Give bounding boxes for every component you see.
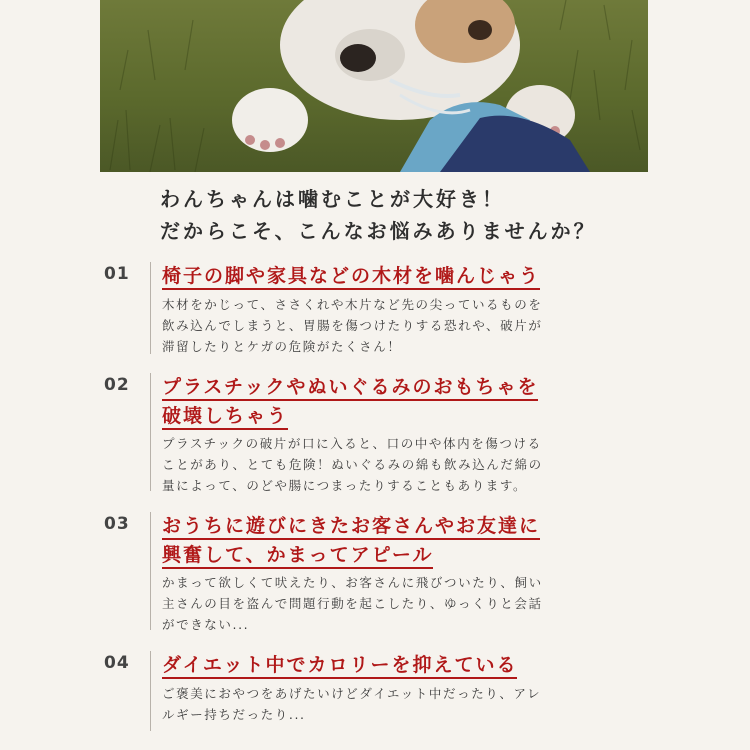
item-number: 01: [104, 264, 130, 284]
item-desc-line: 主さんの目を盗んで問題行動を起こしたり、ゆっくりと会話: [162, 596, 543, 611]
item-title: [162, 373, 622, 431]
item-title: [162, 651, 622, 680]
item-desc-line: ルギー持ちだったり...: [162, 707, 306, 722]
item-description: [162, 294, 632, 357]
item-description: [162, 433, 632, 496]
item-title-line: おうちに遊びにきたお客さんやお友達に: [162, 515, 540, 540]
item-desc-line: ご褒美におやつをあげたいけどダイエット中だったり、アレ: [162, 686, 542, 701]
item-number: 02: [104, 375, 130, 395]
item-desc-line: ができない...: [162, 617, 250, 632]
item-desc-line: 木材をかじって、ささくれや木片など先の尖っているものを: [162, 297, 543, 312]
item-desc-line: 量によって、のどや腸につまったりすることもあります。: [162, 478, 528, 493]
headline: [160, 183, 640, 247]
item-title: [162, 512, 622, 570]
item-description: [162, 683, 632, 725]
item-divider: [150, 262, 151, 354]
item-desc-line: 飲み込んでしまうと、胃腸を傷つけたりする恐れや、破片が: [162, 318, 543, 333]
item-divider: [150, 512, 151, 630]
item-title-line: 破壊しちゃう: [162, 405, 288, 430]
headline-line-1: わんちゃんは噛むことが大好き！: [160, 187, 505, 211]
headline-line-2: だからこそ、こんなお悩みありませんか？: [160, 219, 597, 243]
item-title-line: 椅子の脚や家具などの木材を噛んじゃう: [162, 265, 540, 290]
item-title-line: 興奮して、かまってアピール: [162, 544, 433, 569]
item-desc-line: ことがあり、とても危険！ぬいぐるみの綿も飲み込んだ綿の: [162, 457, 543, 472]
hero-photo: [100, 0, 648, 172]
item-title: [162, 262, 622, 291]
bulldog-illustration: [100, 0, 648, 172]
item-desc-line: プラスチックの破片が口に入ると、口の中や体内を傷つける: [162, 436, 542, 451]
item-title-line: プラスチックやぬいぐるみのおもちゃを: [162, 376, 538, 401]
item-number: 03: [104, 514, 130, 534]
item-desc-line: 滞留したりとケガの危険がたくさん！: [162, 339, 402, 354]
item-description: [162, 572, 632, 635]
item-desc-line: かまって欲しくて吠えたり、お客さんに飛びついたり、飼い: [162, 575, 543, 590]
item-number: 04: [104, 653, 130, 673]
item-divider: [150, 651, 151, 731]
item-title-line: ダイエット中でカロリーを抑えている: [162, 654, 517, 679]
item-divider: [150, 373, 151, 491]
